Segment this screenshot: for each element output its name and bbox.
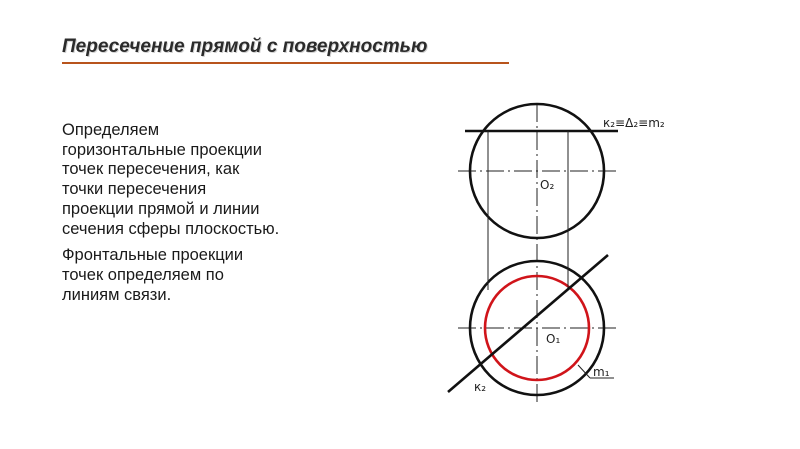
label-o1: O₁ <box>546 332 561 346</box>
label-k2: к₂ <box>474 380 487 394</box>
paragraph-1: Определяем горизонтальные проекции точек пересечения, как точки пересечения проекции прямой и линии сечения сферы плоскостью. <box>62 121 280 238</box>
label-m1: m₁ <box>593 365 610 379</box>
paragraph-2: Фронтальные проекции точек определяем по линиям связи. <box>62 246 244 304</box>
slide-title: Пересечение прямой с поверхностью <box>62 36 428 57</box>
label-o2: O₂ <box>540 178 555 192</box>
label-k2-delta2-m2: к₂≡Δ₂≡m₂ <box>603 116 665 130</box>
